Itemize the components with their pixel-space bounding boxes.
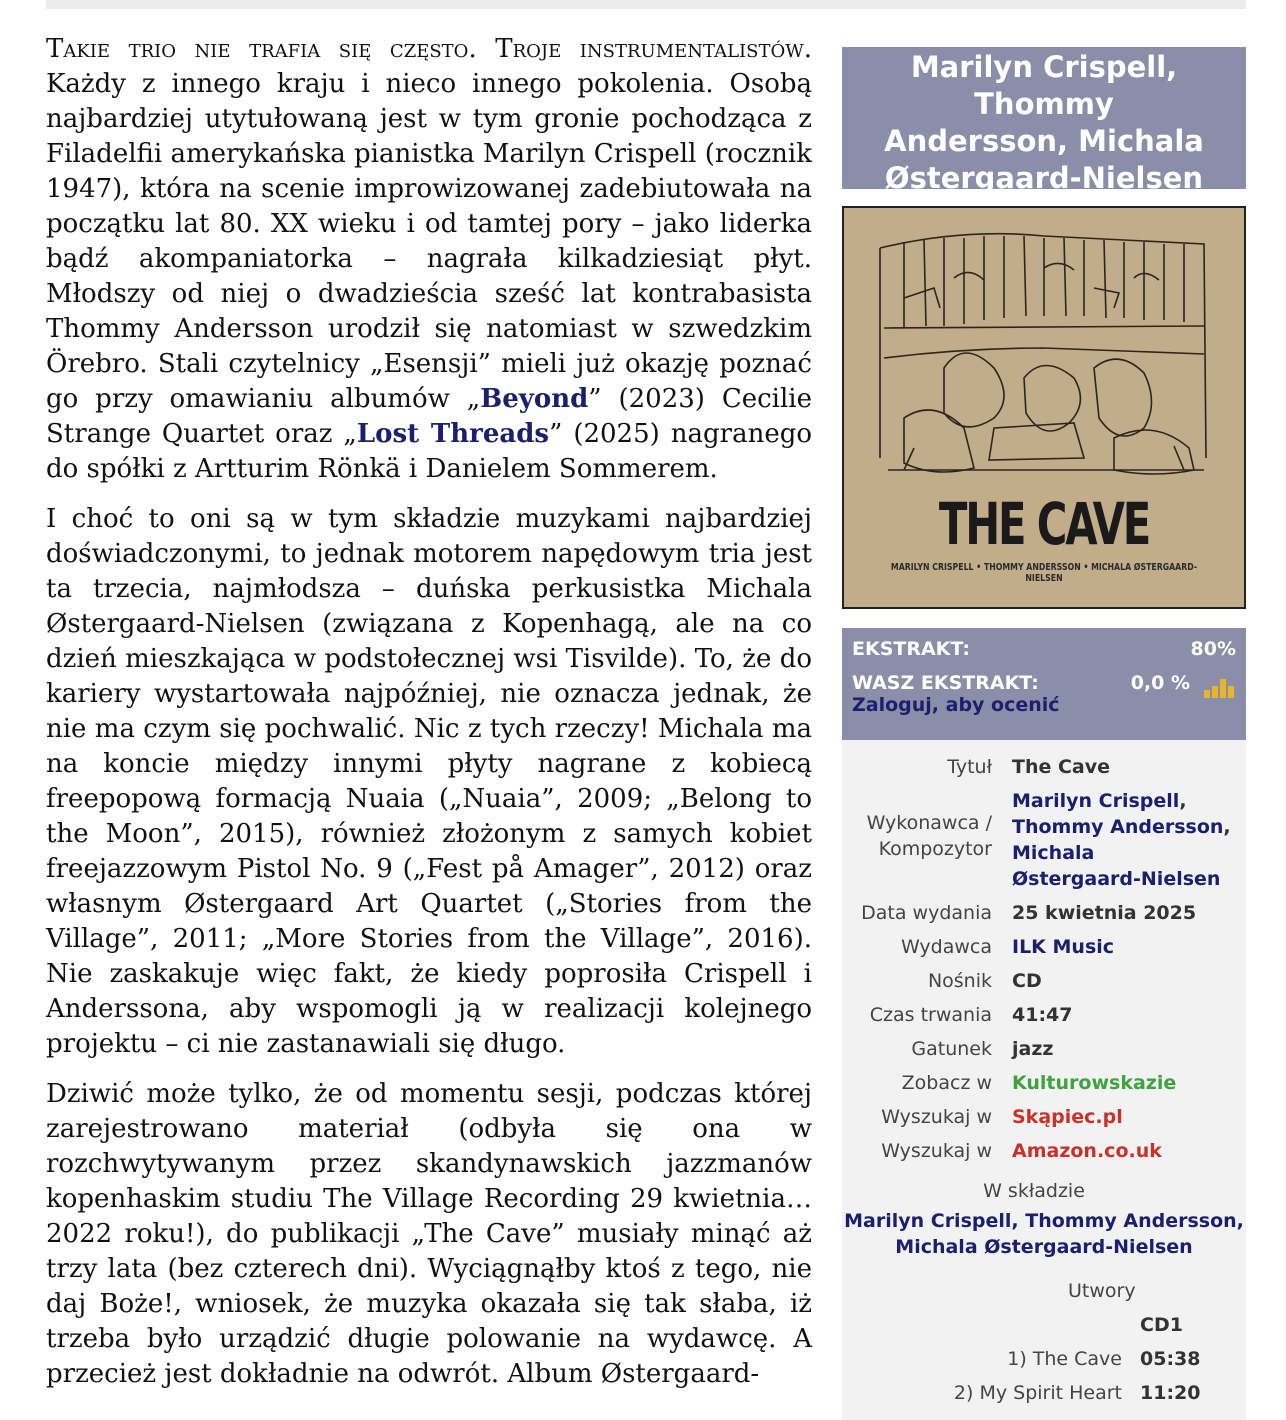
info-row-zobacz: Zobacz w Kulturowskazie <box>901 1072 1177 1094</box>
track-time: 11:20 <box>1140 1382 1201 1404</box>
album-info-panel <box>842 740 1246 1420</box>
link-lost-threads[interactable]: Lost Threads <box>356 419 550 449</box>
album-info-table <box>842 750 1231 1168</box>
cover-credits-text: MARILYN CRISPELL • THOMMY ANDERSSON • MICHALA ØSTERGAARD-NIELSEN <box>890 562 1198 584</box>
paragraph-2: I choć to oni są w tym składzie muzykami najbardziej doświadczonymi, to jednak motorem napędowym tria jest ta trzecia, najmłodsza – duńska perkusistka Michala Østergaard-Nielsen (związana z Kopenhagą, ale na co dzień mieszkająca w podstołecznej wsi Tisvilde). To, że do kariery wystartowała najpóźniej, nie oznacza jednak, że nie ma czym się pochwalić. Nic z tych rzeczy! Michala ma na koncie między innymi płyty nagrane z kobiecą freepopową formacją Nuaia („Nuaia”, 2009; „Belong to the Moon”, 2015), również złożonym z samych kobiet freejazzowym Pistol No. 9 („Fest på Amager”, 2012) oraz własnym Østergaard Art Quartet („Stories from the Village”, 2011; „More Stories from the Village”, 2016). Nie zaskakuje więc fakt, że kiedy poprosiła Crispell i Anderssona, aby wspomogli ją w realizacji kolejnego projektu – ci nie zastanawiali się długo. <box>46 504 812 1059</box>
track-row <box>842 1376 1200 1410</box>
sidebar <box>842 47 1246 1420</box>
rating-bar <box>1228 686 1234 698</box>
rating-bar <box>1220 679 1226 698</box>
ekstrakt-label: EKSTRAKT: <box>852 638 970 660</box>
lead-in: Takie trio nie trafia się często. Troje instrumentalistów. <box>46 34 812 64</box>
rating-bar <box>1212 686 1218 698</box>
member-link[interactable]: Marilyn Crispell <box>844 1210 1012 1232</box>
rating-panel <box>842 628 1246 740</box>
info-row-data: Data wydania 25 kwietnia 2025 <box>861 902 1197 924</box>
info-row-gatunek: Gatunek jazz <box>911 1038 1054 1060</box>
album-title-line: Marilyn Crispell, Thommy <box>910 50 1178 121</box>
rating-bars-icon[interactable] <box>1204 676 1236 698</box>
label-link[interactable]: ILK Music <box>1012 936 1115 958</box>
amazon-link[interactable]: Amazon.co.uk <box>1012 1140 1162 1162</box>
wasz-ekstrakt-label: WASZ EKSTRAKT: <box>852 672 1039 694</box>
kulturowskaz-link[interactable]: Kulturowskazie <box>1012 1072 1177 1094</box>
tracks-heading: Utwory <box>1068 1280 1136 1302</box>
info-row-skapiec: Wyszukaj w Skąpiec.pl <box>881 1106 1123 1128</box>
wasz-ekstrakt-value: 0,0 % <box>1130 672 1190 694</box>
lineup-heading: W składzie <box>983 1180 1085 1202</box>
cover-title-text: THE CAVE <box>938 490 1150 558</box>
member-link[interactable]: Michala Østergaard-Nielsen <box>895 1236 1193 1258</box>
track-title: 1) The Cave <box>1007 1348 1122 1370</box>
album-title-line: Østergaard-Nielsen <box>884 161 1204 195</box>
tracklist <box>842 1308 1200 1410</box>
paragraph-3: Dziwić może tylko, że od momentu sesji, podczas której zarejestrowano materiał (odbyła się ona w rozchwytywanym przez skandynawskich jazzmanów kopenhaskim studiu The Village Recording 29 kwietnia… 2022 roku!), do publikacji „The Cave” musiały minąć aż trzy lata (bez czterech dni). Wyciągnąłby ktoś z tego, nie daj Boże!, wniosek, że muzyka okazała się tak słaba, iż trzeba było urządzić długie polowanie na wydawcę. A przecież jest dokładnie na odwrót. Album Østergaard- <box>46 1079 812 1389</box>
info-row-nosnik: Nośnik CD <box>927 970 1042 992</box>
artist-link[interactable]: Michala Østergaard-Nielsen <box>1012 842 1221 890</box>
track-title: 2) My Spirit Heart <box>953 1382 1122 1404</box>
link-beyond[interactable]: Beyond <box>480 384 589 414</box>
artist-link[interactable]: Marilyn Crispell <box>1012 790 1180 812</box>
album-title-box <box>842 47 1246 195</box>
cd-heading: CD1 <box>1140 1314 1183 1336</box>
info-row-tytul: Tytuł The Cave <box>947 756 1111 778</box>
cd-heading-row <box>842 1308 1200 1342</box>
track-row <box>842 1342 1200 1376</box>
artist-link[interactable]: Thommy Andersson <box>1012 816 1224 838</box>
track-time: 05:38 <box>1140 1348 1201 1370</box>
info-row-amazon: Wyszukaj w Amazon.co.uk <box>881 1140 1162 1162</box>
paragraph-1: Takie trio nie trafia się często. Troje instrumentalistów. Każdy z innego kraju i nieco innego pokolenia. Osobą najbardziej utytułowaną jest w tym gronie pochodząca z Filadelfii amerykańska pianistka Marilyn Crispell (rocznik 1947), która na scenie improwizowanej zadebiutowała na początku lat 80. XX wieku i od tamtej pory – jako liderka bądź akompaniatorka – nagrała kilkadziesiąt płyt. Młodszy od niej o dwadzieścia sześć lat kontrabasista Thommy Andersson urodził się natomiast w szwedzkim Örebro. Stali czytelnicy „Esensji” mieli już okazję poznać go przy omawianiu albumów „Beyond” (2023) Cecilie Strange Quartet oraz „Lost Threads” (2025) nagranego do spółki z Artturim Rönkä i Danielem Sommerem. <box>46 34 812 484</box>
album-title-line: Andersson, Michala <box>884 124 1204 158</box>
rating-bar <box>1204 690 1210 698</box>
skapiec-link[interactable]: Skąpiec.pl <box>1012 1106 1123 1128</box>
lineup-list: Marilyn Crispell, Thommy Andersson, Michala Østergaard-Nielsen <box>844 1210 1244 1258</box>
ekstrakt-value: 80% <box>1190 638 1236 660</box>
member-link[interactable]: Thommy Andersson <box>1025 1210 1237 1232</box>
top-bar <box>46 0 1246 9</box>
info-row-czas: Czas trwania 41:47 <box>869 1004 1073 1026</box>
ekstrakt-row <box>852 638 1236 664</box>
login-to-rate-link[interactable]: Zaloguj, aby ocenić <box>852 694 1060 716</box>
info-row-wydawca: Wydawca ILK Music <box>900 936 1115 958</box>
article-body <box>46 32 812 1407</box>
info-row-wykonawca: Wykonawca / Kompozytor Marilyn Crispell, Thommy Andersson, Michala Østergaard-Nielsen <box>866 790 1231 890</box>
album-cover[interactable] <box>842 206 1246 609</box>
